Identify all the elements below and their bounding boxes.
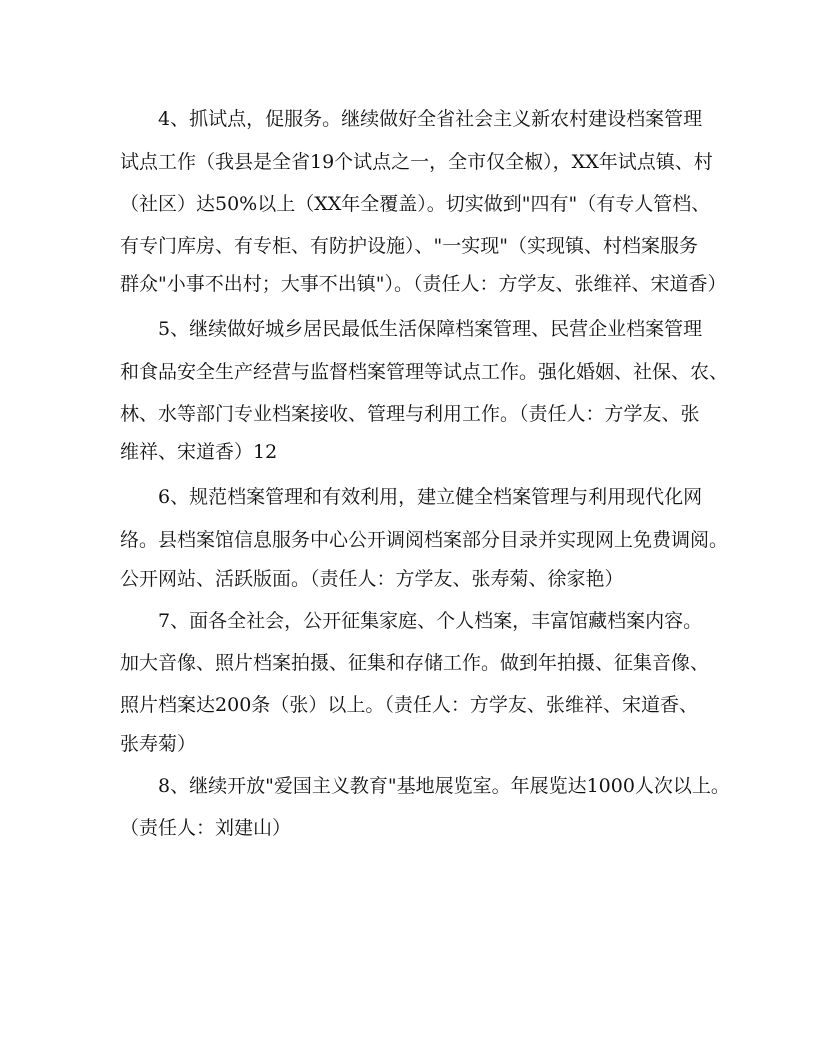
paragraph-5-line-4: 维祥、宋道香）12 <box>120 441 278 463</box>
paragraph-4-line-1: 4、抓试点，促服务。继续做好全省社会主义新农村建设档案管理 <box>158 108 703 130</box>
paragraph-7-line-3: 照片档案达200条（张）以上。（责任人：方学友、张维祥、宋道香、 <box>120 694 698 716</box>
paragraph-6-line-3: 公开网站、活跃版面。（责任人：方学友、张寿菊、徐家艳） <box>120 568 624 590</box>
paragraph-6-line-1: 6、规范档案管理和有效利用，建立健全档案管理与利用现代化网 <box>158 486 703 508</box>
paragraph-5-line-2: 和食品安全生产经营与监督档案管理等试点工作。强化婚姻、社保、农、 <box>120 361 729 383</box>
paragraph-7-line-2: 加大音像、照片档案拍摄、征集和存储工作。做到年拍摄、征集音像、 <box>120 652 710 674</box>
paragraph-5-line-1: 5、继续做好城乡居民最低生活保障档案管理、民营企业档案管理 <box>158 318 703 340</box>
paragraph-8-line-2: （责任人：刘建山） <box>120 817 292 839</box>
paragraph-8-line-1: 8、继续开放"爱国主义教育"基地展览室。年展览达1000人次以上。 <box>158 775 730 797</box>
paragraph-4-line-3: （社区）达50%以上（XX年全覆盖）。切实做到"四有"（有专人管档、 <box>120 193 711 215</box>
paragraph-7-line-1: 7、面各全社会，公开征集家庭、个人档案，丰富馆藏档案内容。 <box>158 610 703 632</box>
paragraph-6-line-2: 络。县档案馆信息服务中心公开调阅档案部分目录并实现网上免费调阅。 <box>120 529 729 551</box>
paragraph-4-line-4: 有专门库房、有专柜、有防护设施）、"一实现"（实现镇、村档案服务 <box>120 235 698 257</box>
paragraph-7-line-4: 张寿菊） <box>120 733 197 755</box>
paragraph-4-line-2: 试点工作（我县是全省19个试点之一，全市仅全椒），XX年试点镇、村 <box>120 151 713 173</box>
paragraph-5-line-3: 林、水等部门专业档案接收、管理与利用工作。（责任人：方学友、张 <box>120 403 700 425</box>
paragraph-4-line-5: 群众"小事不出村；大事不出镇"）。（责任人：方学友、张维祥、宋道香） <box>120 273 727 295</box>
